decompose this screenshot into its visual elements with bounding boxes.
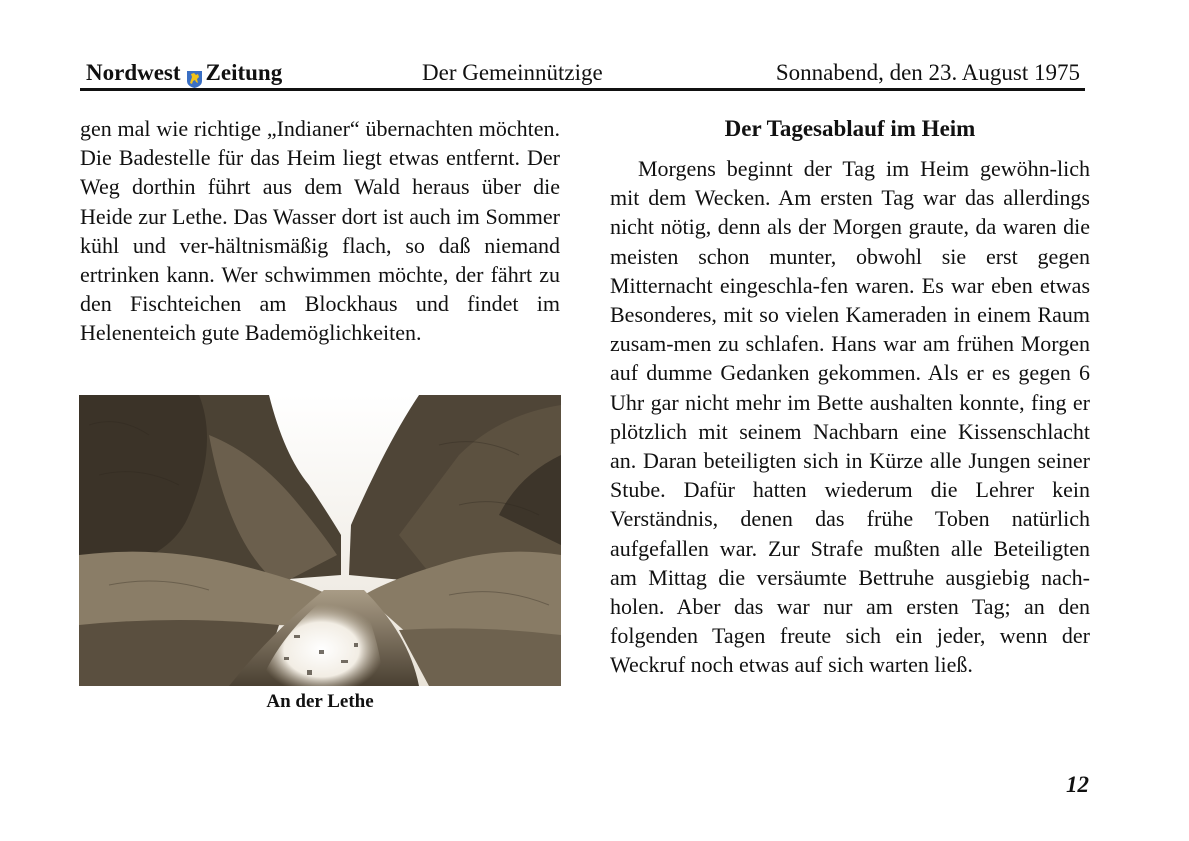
page-header	[80, 58, 1085, 91]
supplement-title: Der Gemeinnützige	[422, 60, 603, 85]
photo-caption: An der Lethe	[266, 691, 374, 712]
right-column	[610, 154, 1090, 680]
left-column	[80, 114, 560, 348]
article-headline: Der Tagesablauf im Heim	[724, 116, 976, 141]
left-paragraph: gen mal wie richtige „Indianer“ übernachten möchten. Die Badestelle für das Heim liegt etwas entfernt. Der Weg dorthin führt aus dem Wald heraus über die Heide zur Lethe. Das Wasser dort ist auch im Sommer kühl und ver-hältnismäßig flach, so daß niemand ertrinken kann. Wer schwimmen möchte, der fährt zu den Fischteichen am Blockhaus und findet im Helenenteich gute Bademöglichkeiten.	[80, 116, 560, 346]
river-photo	[79, 395, 561, 686]
newspaper-masthead	[86, 58, 282, 88]
coat-of-arms-icon	[187, 66, 202, 83]
masthead-right: Zeitung	[205, 60, 283, 85]
page-number: 12	[1066, 772, 1089, 797]
river-lethe-image	[79, 395, 561, 686]
issue-date: Sonnabend, den 23. August 1975	[775, 60, 1080, 85]
masthead-left: Nordwest	[86, 60, 181, 85]
right-paragraph: Morgens beginnt der Tag im Heim gewöhn-lich mit dem Wecken. Am ersten Tag war das allerdings nicht nötig, denn als der Morgen graute, da waren die meisten schon munter, obwohl sie erst gegen Mitternacht eingeschla-fen waren. Es war eben etwas Besonderes, mit so vielen Kameraden in einem Raum zusam-men zu schlafen. Hans war am frühen Morgen auf dumme Gedanken gekommen. Als er es gegen 6 Uhr gar nicht mehr im Bette aushalten konnte, fing er plötzlich mit seinem Nachbarn eine Kissenschlacht an. Daran beteiligten sich in Kürze alle Jungen seiner Stube. Dafür hatten wiederum die Lehrer kein Verständnis, denen das frühe Toben natürlich aufgefallen war. Zur Strafe mußten alle Beteiligten am Mittag die versäumte Bettruhe ausgiebig nach-holen. Aber das war nur am ersten Tag; an den folgenden Tagen freute sich ein jeder, wenn der Weckruf noch etwas auf sich warten ließ.	[610, 156, 1090, 678]
